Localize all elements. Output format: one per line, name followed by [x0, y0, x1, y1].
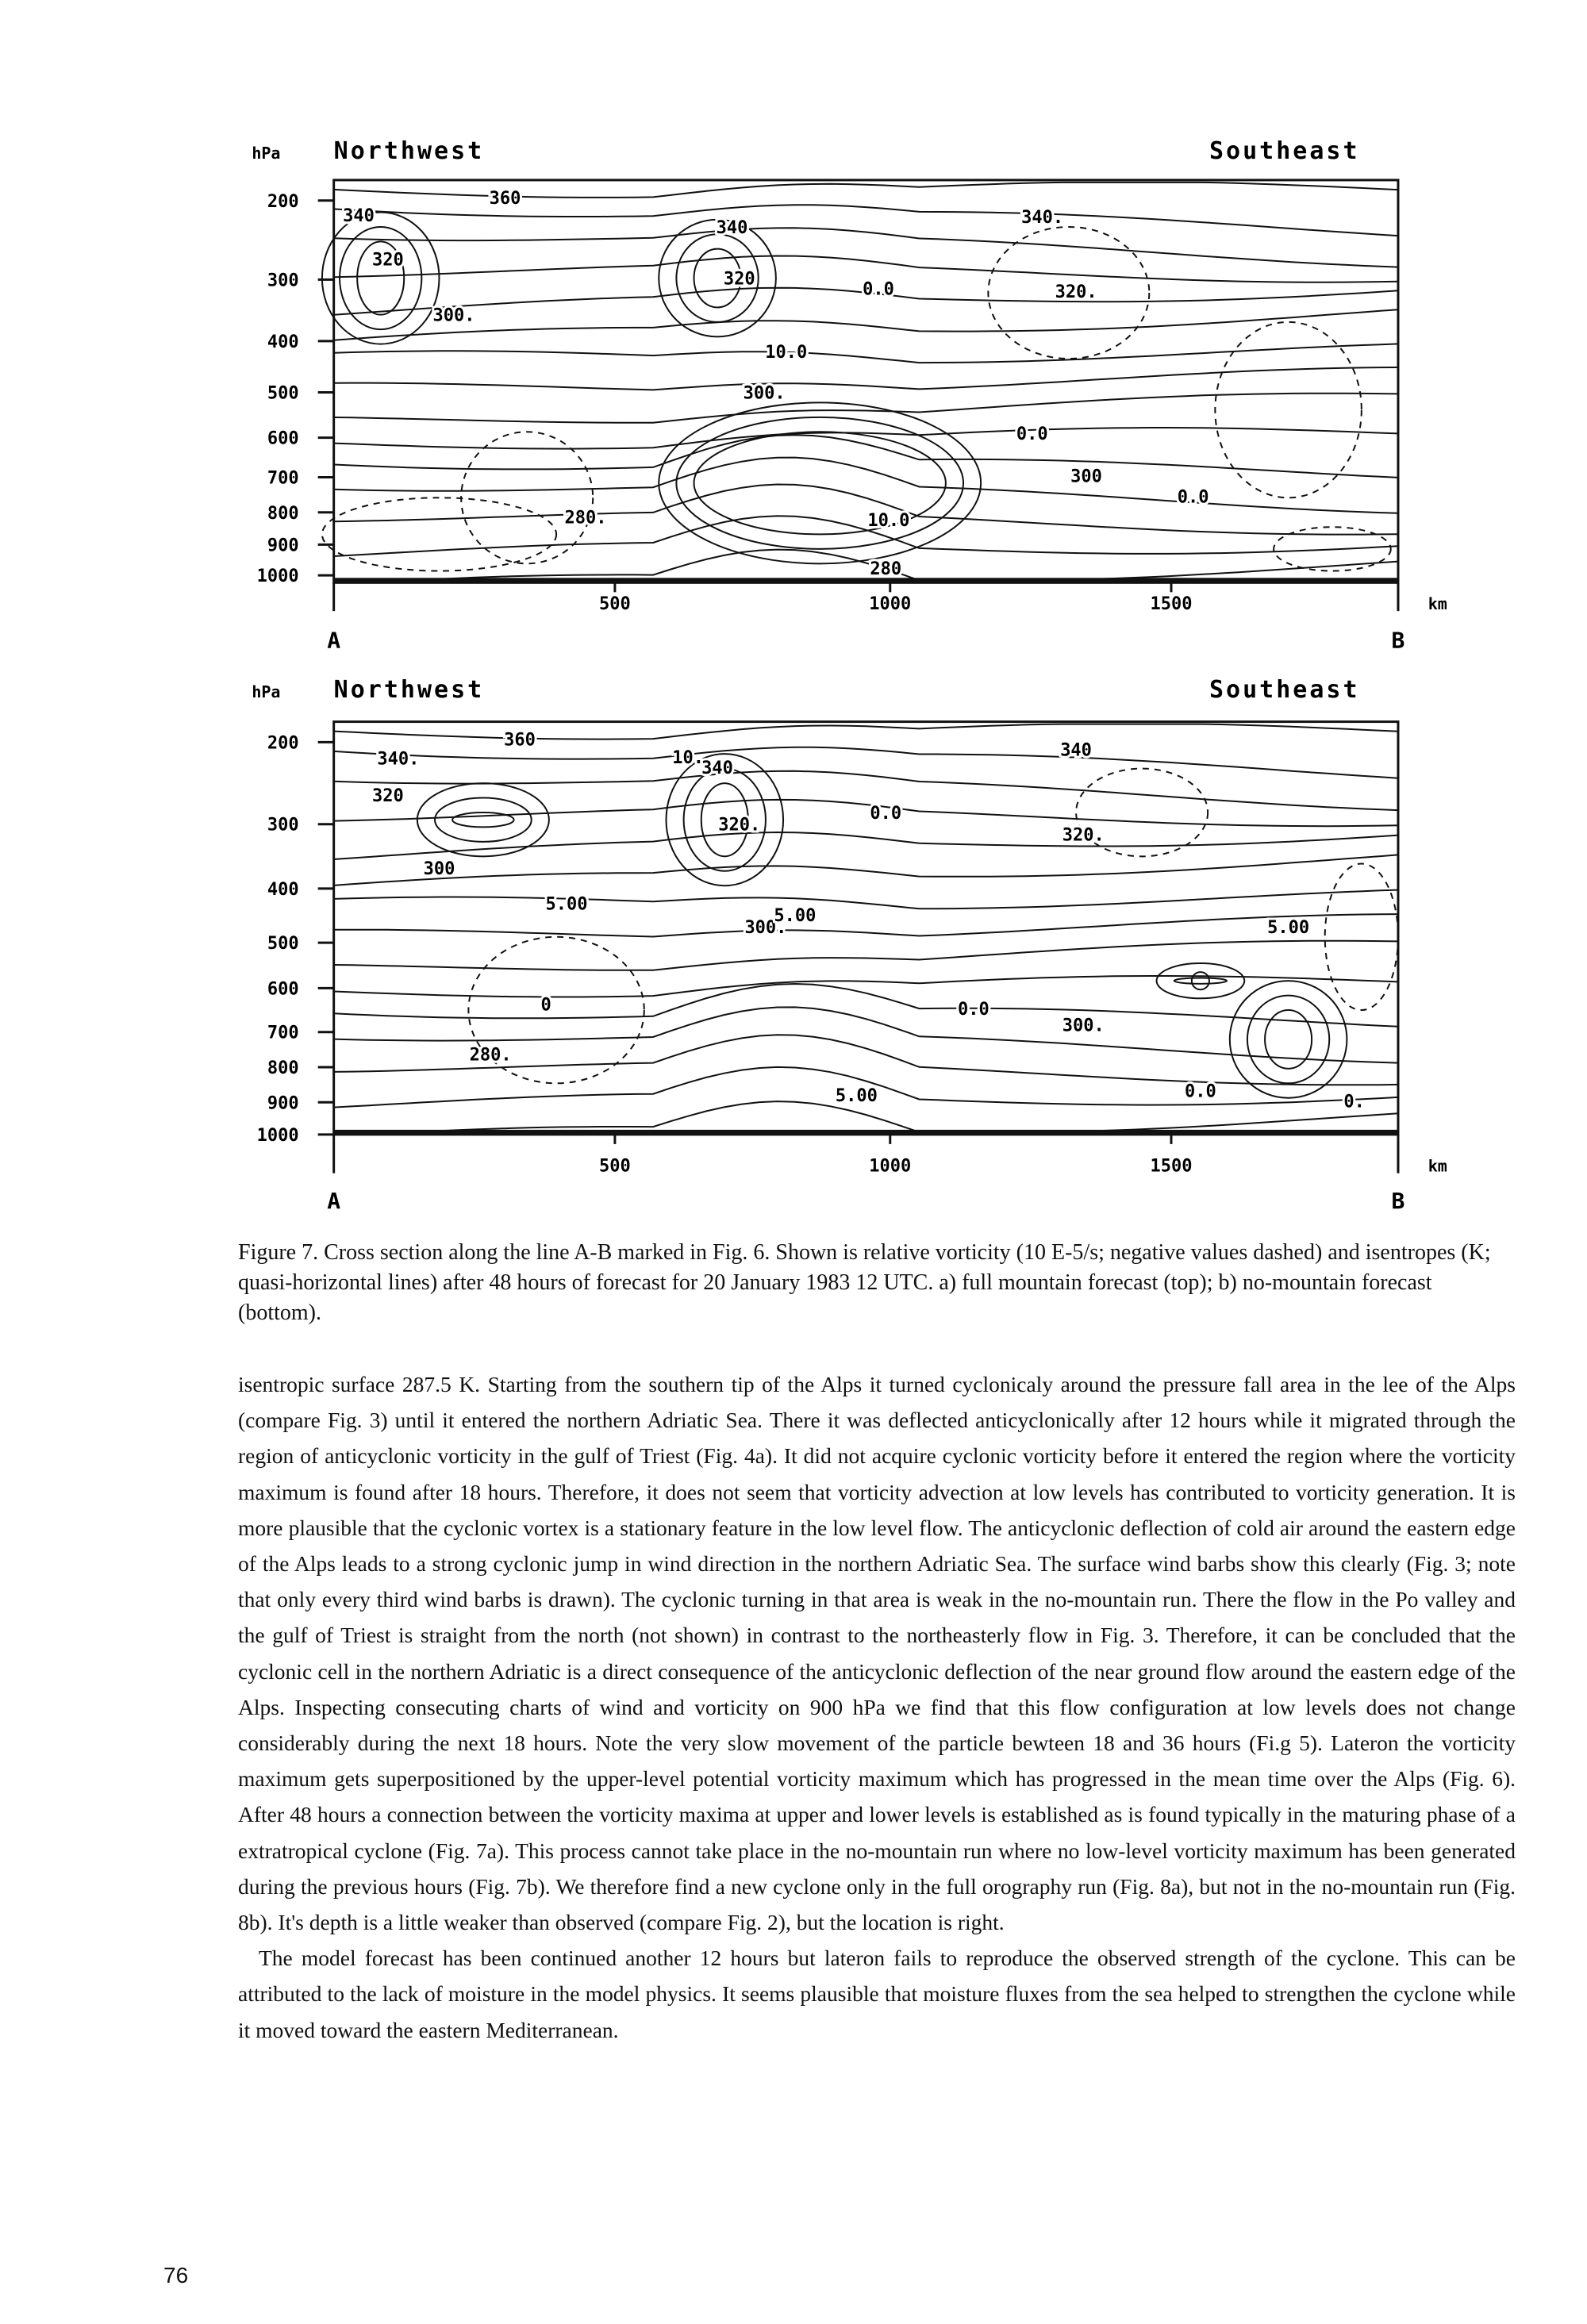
vorticity-contour — [1265, 1010, 1312, 1069]
paragraph-1: isentropic surface 287.5 K. Starting from the southern tip of the Alps it turned cyclonicaly around the pressure fall area in the lee of the Alps (compare Fig. 3) until it entered the northern Adriatic Sea. There it was deflected anticyclonically after 12 hours while it migrated through the region of anticyclonic vorticity in the gulf of Triest (Fig. 4a). It did not acquire cyclonic vorticity before it entered the region where the vorticity maximum is found after 18 hours. Therefore, it does not seem that vorticity advection at low levels has contributed to vorticity generation. It is more plausible that the cyclonic vortex is a stationary feature in the low level flow. The anticyclonic deflection of cold air around the eastern edge of the Alps leads to a strong cyclonic jump in wind direction in the northern Adriatic Sea. The surface wind barbs show this clearly (Fig. 3; note that only every third wind barbs is drawn). The cyclonic turning in that area is weak in the no-mountain run. There the flow in the Po valley and the gulf of Triest is straight from the north (not shown) in contrast to the northeasterly flow in Fig. 3. Therefore, it can be concluded that the cyclonic cell in the northern Adriatic is a direct consequence of the anticyclonic deflection of the near ground flow around the eastern edge of the Alps. Inspecting consecuting charts of wind and vorticity on 900 hPa we find that this flow configuration at low levels does not change considerably during the next 18 hours. Note the very slow movement of the particle bewteen 18 and 36 hours (Fi.g 5). Lateron the vorticity maximum gets superpositioned by the upper-level potential vorticity maximum which has progressed in the mean time over the Alps (Fig. 6). After 48 hours a connection between the vorticity maxima at upper and lower levels is established as is found typically in the maturing phase of a extratropical cyclone (Fig. 7a). This process cannot take place in the no-mountain run where no low-level vorticity maximum has been generated during the previous hours (Fig. 7b). We therefore find a new cyclone only in the full orography run (Fig. 8a), but not in the no-mountain run (Fig. 8b). It's depth is a little weaker than observed (compare Fig. 2), but the location is right. — [238, 1372, 1516, 1935]
contour-label: 10.0 — [765, 342, 808, 363]
vorticity-contour — [435, 798, 532, 842]
contour-label: 320. — [718, 815, 761, 835]
contour-label: 5.00 — [1267, 917, 1310, 938]
vorticity-contour — [1157, 963, 1245, 998]
y-tick-label: 500 — [267, 934, 299, 955]
point-a-label: A — [327, 1187, 341, 1214]
y-tick-label: 400 — [267, 879, 299, 900]
contour-label: 320 — [372, 786, 404, 806]
contour-label: 300. — [743, 383, 786, 404]
panel-b — [252, 676, 1447, 1214]
y-axis-unit: hPa — [252, 682, 281, 701]
y-tick-label: 1000 — [256, 1125, 299, 1146]
y-tick-label: 600 — [267, 979, 299, 1000]
contour-label: 0.0 — [1185, 1081, 1216, 1102]
vorticity-contour — [452, 812, 513, 827]
y-tick-label: 700 — [267, 1023, 299, 1043]
page-number: 76 — [163, 2263, 189, 2288]
y-tick-label: 400 — [267, 332, 299, 352]
contour-label: 5.00 — [835, 1086, 878, 1107]
figure-caption: Figure 7. Cross section along the line A-B marked in Fig. 6. Shown is relative vorticity (10 E-5/s; negative values dashed) and isentropes (K; quasi-horizontal lines) after 48 hours of forecast for 20 January 1983 12 UTC. a) full mountain forecast (top); b) no-mountain forecast (bottom). — [238, 1240, 1491, 1325]
y-tick-label: 300 — [267, 815, 299, 835]
contour-label: 360 — [489, 189, 521, 209]
negative-vorticity-contour — [322, 497, 556, 570]
x-axis-unit: km — [1428, 1156, 1447, 1176]
paragraph-2: The model forecast has been continued another 12 hours but lateron fails to reproduce the observed strength of the cyclone. This can be attributed to the lack of moisture in the model physics. It seems plausible that moisture fluxes from the sea helped to strengthen the cyclone while it moved toward the eastern Mediterranean. — [238, 1946, 1516, 2042]
panel-a — [252, 137, 1447, 653]
contour-label: 10. — [672, 747, 705, 768]
contour-label: 0.0 — [958, 1000, 989, 1020]
contour-label: 300. — [432, 305, 475, 326]
vorticity-contour — [659, 402, 981, 563]
contour-label: 5.00 — [774, 906, 817, 927]
vorticity-contour — [417, 783, 549, 856]
isentrope-line — [334, 914, 1398, 936]
contour-label: 320. — [1055, 282, 1097, 303]
x-tick-label: 500 — [599, 594, 631, 615]
ground-surface — [334, 578, 1398, 582]
contour-label: 360 — [504, 730, 536, 751]
vorticity-contour — [1174, 978, 1227, 983]
isentrope-line — [334, 367, 1398, 390]
right-title: Southeast — [1209, 675, 1360, 704]
y-tick-label: 600 — [267, 428, 299, 449]
y-tick-label: 700 — [267, 468, 299, 489]
contour-label: 0.0 — [1016, 424, 1048, 445]
point-b-label: B — [1391, 1187, 1405, 1214]
y-axis-unit: hPa — [252, 144, 281, 163]
isentrope-line — [334, 394, 1398, 423]
negative-vorticity-contour — [1325, 864, 1398, 1011]
vorticity-contour — [1192, 972, 1209, 989]
left-title: Northwest — [333, 675, 485, 704]
isentrope-line — [334, 485, 1398, 535]
ground-surface — [334, 1130, 1398, 1135]
x-axis-unit: km — [1428, 594, 1447, 614]
vorticity-contour — [1247, 996, 1329, 1084]
left-title: Northwest — [333, 137, 485, 166]
contour-label: 0.0 — [863, 279, 894, 300]
contour-label: 300 — [1070, 467, 1102, 487]
contour-label: 0.0 — [1177, 487, 1209, 508]
isentrope-line — [334, 890, 1398, 909]
isentrope-line — [334, 516, 1398, 556]
contour-label: 0 — [540, 995, 551, 1016]
y-tick-label: 800 — [267, 1058, 299, 1079]
negative-vorticity-contour — [461, 432, 593, 563]
contour-label: 320 — [723, 269, 755, 290]
contour-label: 300. — [744, 917, 787, 938]
y-tick-label: 200 — [267, 191, 299, 212]
isentrope-line — [334, 256, 1398, 282]
contour-label: 340 — [701, 758, 733, 778]
contour-label: 10.0 — [867, 510, 910, 531]
contour-label: 340 — [1060, 740, 1092, 761]
x-tick-label: 1500 — [1150, 594, 1193, 615]
y-tick-label: 300 — [267, 271, 299, 291]
contour-label: 0.0 — [870, 803, 902, 824]
y-tick-label: 800 — [267, 503, 299, 524]
isentrope-line — [334, 309, 1398, 340]
contour-label: 280 — [870, 559, 902, 579]
contour-label: 320 — [372, 250, 404, 271]
y-tick-label: 500 — [267, 383, 299, 404]
contour-label: 300 — [423, 859, 455, 880]
x-tick-label: 1000 — [869, 594, 912, 615]
isentrope-line — [334, 428, 1398, 449]
contour-label: 320. — [1062, 825, 1105, 846]
contour-label: 5.00 — [545, 894, 588, 915]
isentrope-line — [334, 550, 1398, 581]
x-tick-label: 500 — [599, 1156, 631, 1177]
contour-label: 340. — [1021, 208, 1064, 229]
isentrope-line — [334, 724, 1398, 739]
contour-label: 340. — [377, 749, 420, 770]
y-tick-label: 900 — [267, 536, 299, 556]
x-tick-label: 1000 — [869, 1156, 912, 1177]
isentrope-line — [334, 855, 1398, 885]
contour-label: 280. — [564, 508, 607, 528]
body-text — [238, 1366, 1516, 2048]
y-tick-label: 200 — [267, 733, 299, 754]
contour-label: 300. — [1062, 1016, 1105, 1036]
point-a-label: A — [327, 627, 341, 654]
isentrope-line — [334, 747, 1398, 778]
y-tick-label: 1000 — [256, 567, 299, 587]
contour-label: 340 — [343, 206, 375, 227]
right-title: Southeast — [1209, 137, 1360, 166]
y-tick-label: 900 — [267, 1093, 299, 1114]
point-b-label: B — [1391, 627, 1405, 654]
contour-label: 280. — [469, 1045, 512, 1066]
x-tick-label: 1500 — [1150, 1156, 1193, 1177]
contour-label: 0. — [1343, 1092, 1365, 1112]
isentrope-line — [334, 458, 1398, 513]
isentrope-line — [334, 941, 1398, 970]
contour-label: 340 — [716, 217, 748, 238]
isentrope-line — [334, 205, 1398, 236]
